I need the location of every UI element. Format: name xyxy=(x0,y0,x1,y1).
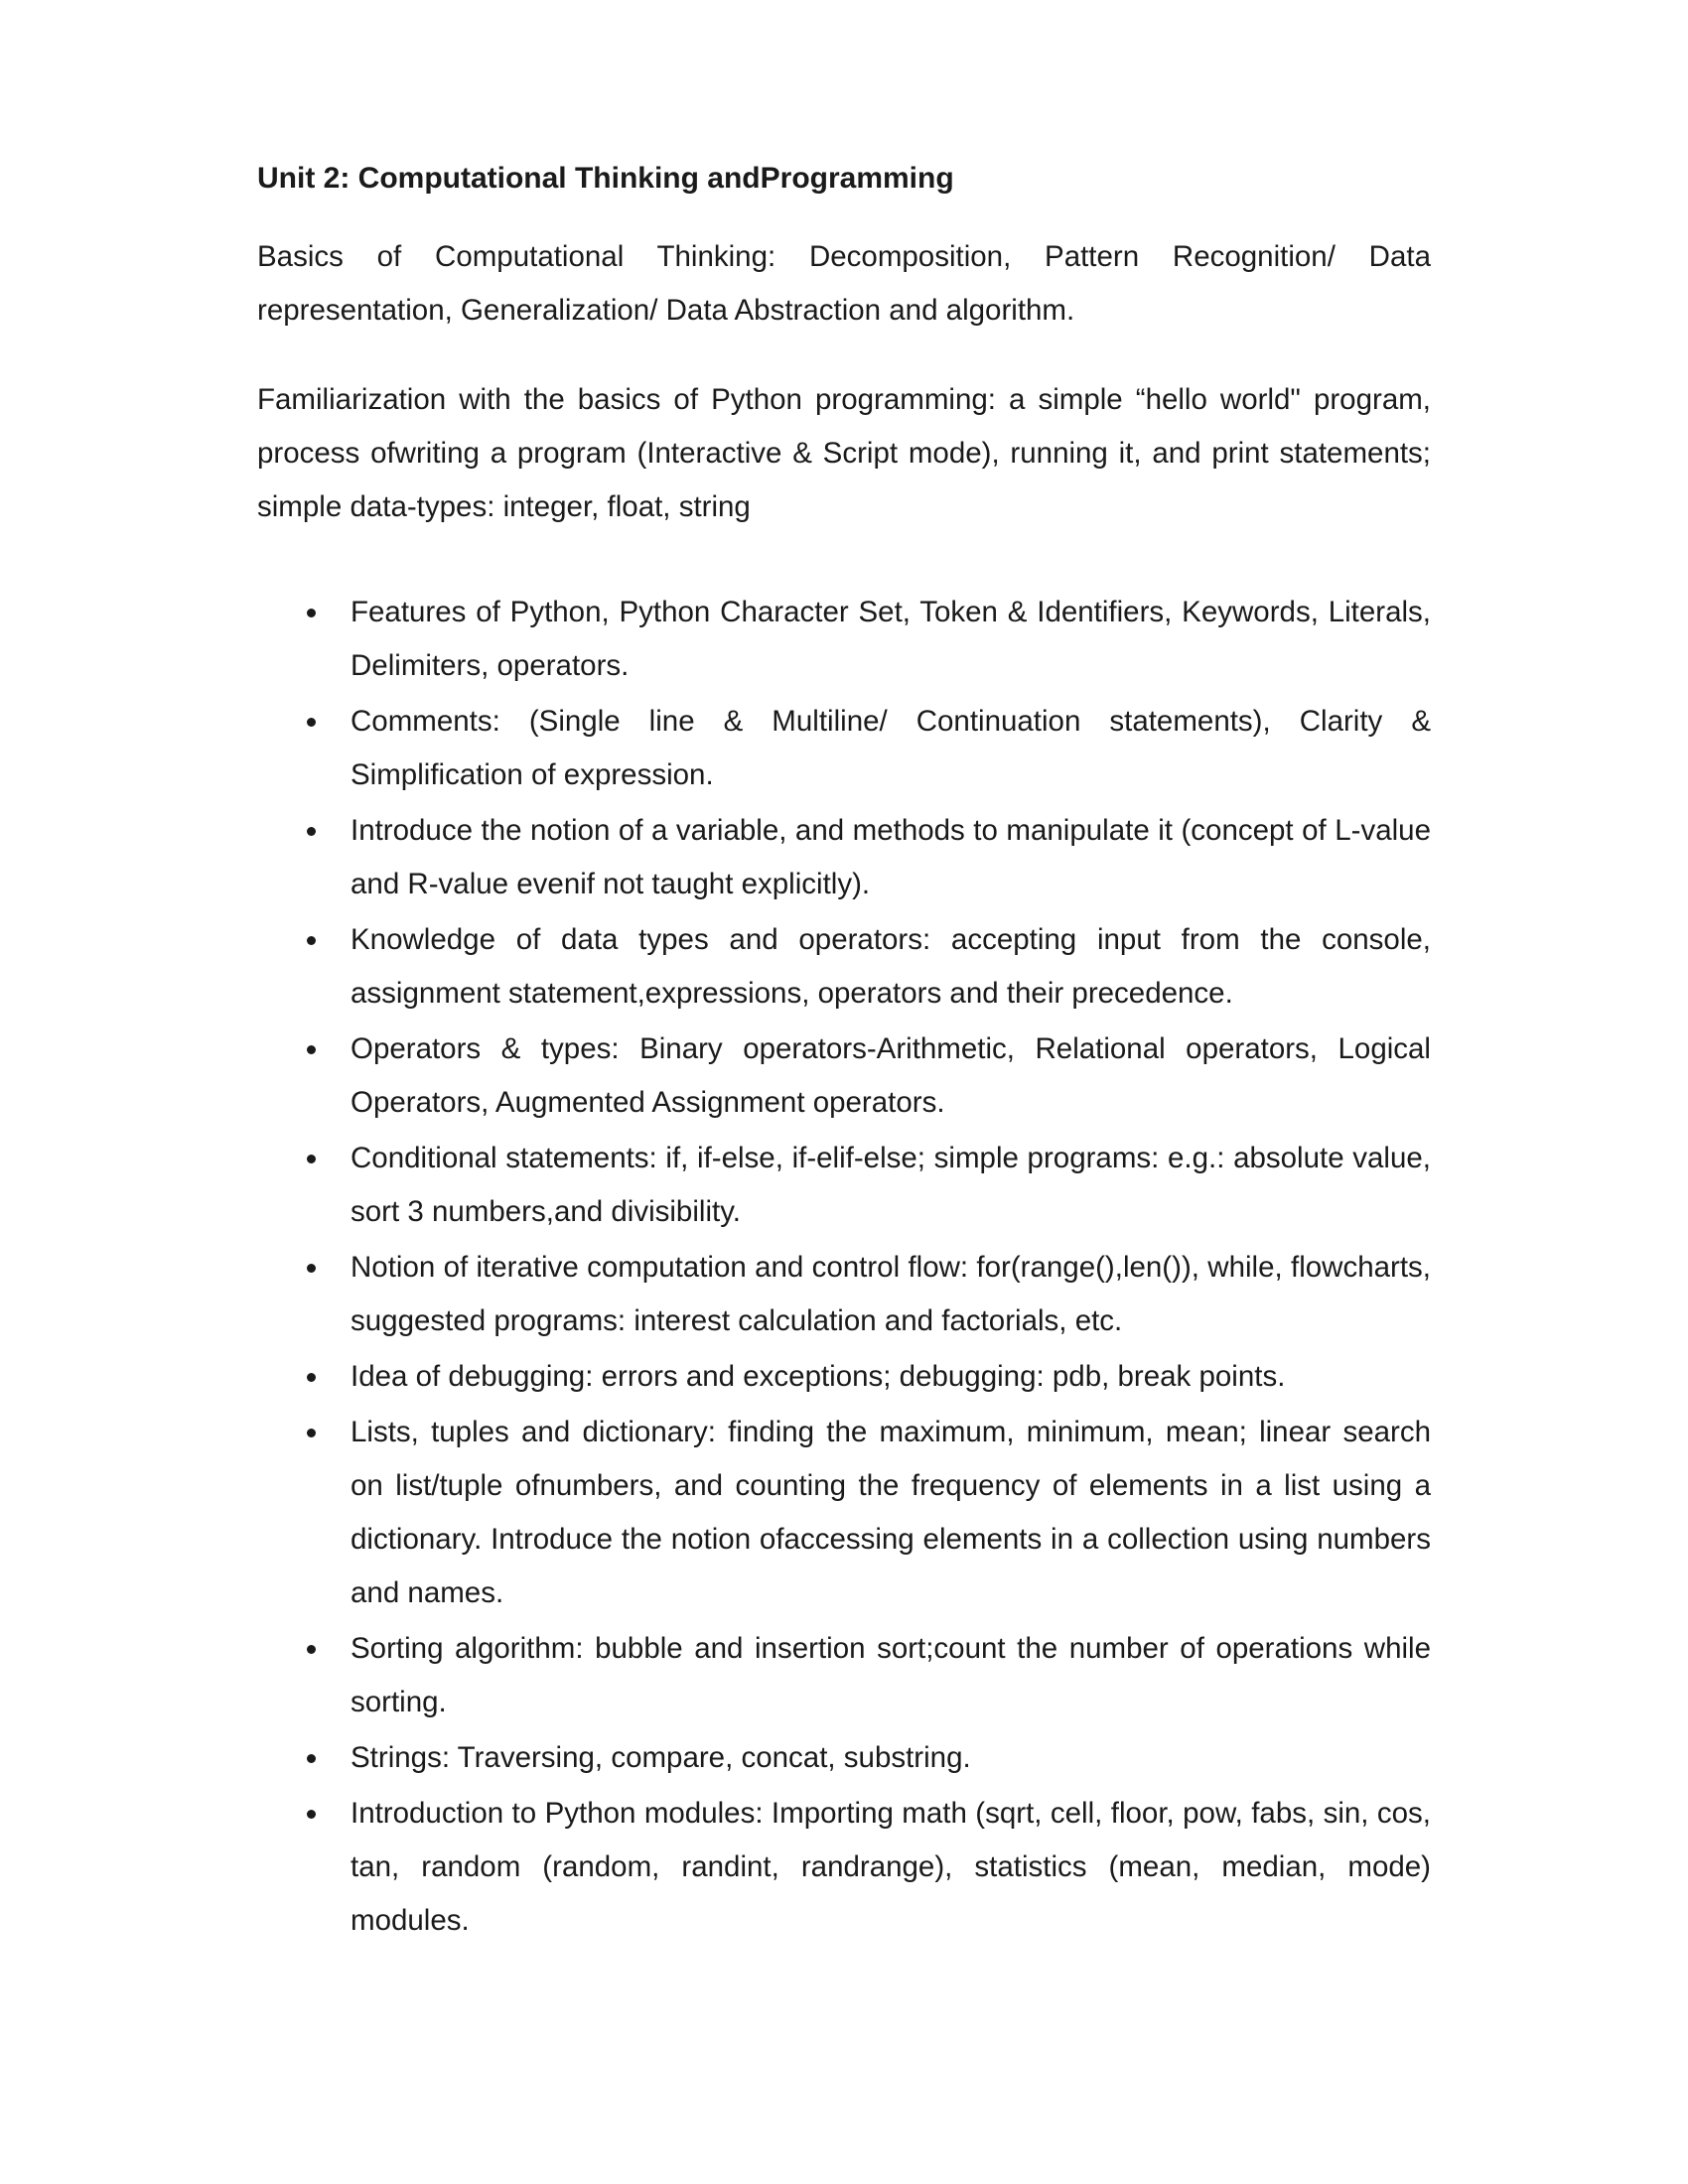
list-item xyxy=(257,1023,1431,1130)
list-item xyxy=(257,1350,1431,1404)
list-item-text: Comments: (Single line & Multiline/ Continuation statements), Clarity & Simplification of expression. xyxy=(351,705,1431,791)
list-item-text: Introduction to Python modules: Importing math (sqrt, cell, floor, pow, fabs, sin, cos, tan, random (random, randint, randrange), statistics (mean, median, mode) modules. xyxy=(351,1797,1431,1937)
bullet-icon xyxy=(307,1264,316,1273)
list-item-text: Strings: Traversing, compare, concat, substring. xyxy=(351,1741,971,1774)
document-page xyxy=(257,159,1431,1950)
list-item xyxy=(257,1731,1431,1785)
list-item xyxy=(257,586,1431,693)
bullet-icon xyxy=(307,936,316,945)
bullet-icon xyxy=(307,1754,316,1763)
list-item xyxy=(257,804,1431,911)
bullet-icon xyxy=(307,718,316,727)
list-item-text: Sorting algorithm: bubble and insertion sort;count the number of operations while sorting. xyxy=(351,1632,1431,1718)
list-item-text: Knowledge of data types and operators: accepting input from the console, assignment statement,expressions, operators and their precedence. xyxy=(351,923,1431,1010)
list-item xyxy=(257,913,1431,1021)
bullet-icon xyxy=(307,1373,316,1382)
list-item-text: Idea of debugging: errors and exceptions; debugging: pdb, break points. xyxy=(351,1360,1286,1393)
list-item-text: Operators & types: Binary operators-Arithmetic, Relational operators, Logical Operators, Augmented Assignment operators. xyxy=(351,1032,1431,1119)
bullet-icon xyxy=(307,1155,316,1163)
bullet-icon xyxy=(307,1810,316,1819)
bullet-icon xyxy=(307,1645,316,1654)
list-item-text: Notion of iterative computation and control flow: for(range(),len()), while, flowcharts, suggested programs: interest calculation and factorials, etc. xyxy=(351,1251,1431,1337)
list-item xyxy=(257,1132,1431,1239)
list-item xyxy=(257,1406,1431,1620)
unit-title: Unit 2: Computational Thinking andProgramming xyxy=(257,162,954,195)
list-item xyxy=(257,695,1431,802)
paragraph-python-basics: Familiarization with the basics of Python programming: a simple “hello world" program, process ofwriting a program (Interactive & Script mode), running it, and print statements; simple data-types: integer, float, string xyxy=(257,383,1431,523)
bullet-icon xyxy=(307,609,316,617)
list-item xyxy=(257,1787,1431,1948)
bullet-icon xyxy=(307,1429,316,1437)
bullet-icon xyxy=(307,827,316,836)
list-item-text: Conditional statements: if, if-else, if-elif-else; simple programs: e.g.: absolute value, sort 3 numbers,and divisibility. xyxy=(351,1142,1431,1228)
list-item-text: Introduce the notion of a variable, and methods to manipulate it (concept of L-value and R-value evenif not taught explicitly). xyxy=(351,814,1431,900)
bullet-icon xyxy=(307,1045,316,1054)
list-item-text: Lists, tuples and dictionary: finding the maximum, minimum, mean; linear search on list/tuple ofnumbers, and counting the frequency of elements in a list using a dictionary. Introduce the notion ofaccessing elements in a collection using numbers and names. xyxy=(351,1416,1431,1609)
paragraph-computational-thinking: Basics of Computational Thinking: Decomposition, Pattern Recognition/ Data representation, Generalization/ Data Abstraction and algorithm. xyxy=(257,240,1431,327)
list-item-text: Features of Python, Python Character Set, Token & Identifiers, Keywords, Literals, Delimiters, operators. xyxy=(351,596,1431,682)
list-item xyxy=(257,1241,1431,1348)
topic-list xyxy=(257,586,1431,1948)
list-item xyxy=(257,1622,1431,1729)
